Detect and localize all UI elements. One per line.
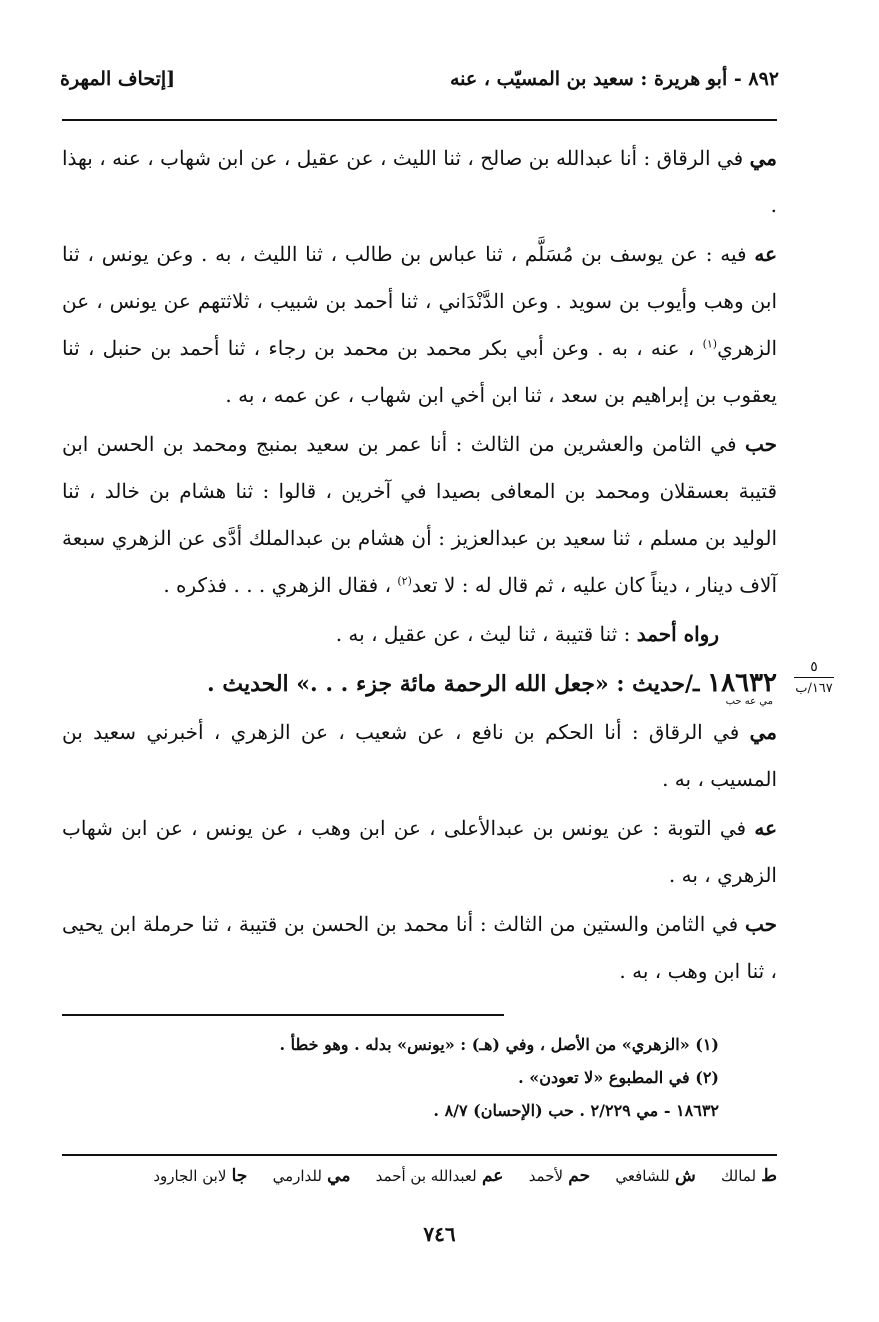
legend-item: [721, 1167, 777, 1185]
source-code: مي: [749, 146, 777, 170]
page-number: ٧٤٦: [423, 1222, 456, 1246]
legend-desc: لأحمد: [528, 1167, 564, 1185]
legend-code: ط: [761, 1166, 777, 1186]
footnote-item: ١٨٦٣٢ - مي ٢/٢٢٩ . حب (الإحسان) ٨/٧ .: [433, 1101, 719, 1120]
footnote-ref[interactable]: (٢): [397, 574, 412, 588]
paragraph-hb-2: [62, 901, 777, 995]
source-code: مي: [749, 720, 777, 744]
legend-desc: لمالك: [721, 1167, 757, 1185]
source-code: عه: [754, 816, 777, 840]
riwayah-text: : ثنا قتيبة ، ثنا ليث ، عن عقيل ، به .: [335, 622, 637, 646]
legend-code: مي: [327, 1166, 351, 1186]
legend-item: [529, 1167, 590, 1185]
paragraph-ah: [62, 231, 777, 419]
paragraph-text: في الرقاق : أنا عبدالله بن صالح ، ثنا الليث ، عن عقيل ، عن ابن شهاب ، عنه ، بهذا .: [62, 146, 777, 217]
footnotes: [62, 1028, 719, 1127]
legend-code: ش: [675, 1166, 696, 1186]
hadith-number: ١٨٦٣٢: [707, 668, 777, 698]
hadith-sub-sources: مي عه حب: [725, 696, 773, 707]
source-code: عه: [754, 242, 777, 266]
paragraph-mi-riqaq: [62, 135, 777, 229]
main-text: [62, 135, 777, 995]
hadith-title: ـ/حديث : «جعل الله الرحمة مائة جزء . . .» الحديث .: [207, 671, 708, 697]
legend-desc: لابن الجارود: [153, 1167, 227, 1185]
paragraph-text: فيه : عن يوسف بن مُسَلَّم ، ثنا عباس بن طالب ، ثنا الليث ، به . وعن يونس ، ثنا ابن وهب وأيوب بن سويد . وعن الدَّنْدَاني ، ثنا أحمد بن شبيب ، ثلاثتهم عن يونس ، عن الزهري: [62, 242, 777, 360]
paragraph-text-tail: ، عنه ، به . وعن أبي بكر محمد بن محمد بن رجاء ، ثنا أحمد بن حنبل ، ثنا يعقوب بن إبراهيم بن سعد ، ثنا ابن أخي ابن شهاب ، عن عمه ، به .: [62, 336, 777, 407]
header-rule: [62, 119, 777, 121]
running-header: [60, 62, 779, 102]
paragraph-text: في التوبة : عن يونس بن عبدالأعلى ، عن ابن وهب ، عن يونس ، عن ابن شهاب الزهري ، به .: [62, 816, 777, 887]
footnote-ref[interactable]: (١): [702, 337, 718, 351]
source-code: حب: [744, 912, 777, 936]
legend-code: جا: [231, 1166, 248, 1186]
paragraph-text-tail: ، فقال الزهري . . . فذكره .: [163, 573, 398, 597]
hadith-heading: [62, 658, 777, 707]
paragraph-hb: [62, 421, 777, 609]
source-code: حب: [744, 432, 777, 456]
paragraph-text: في الثامن والعشرين من الثالث : أنا عمر بن سعيد بمنبج ومحمد بن الحسن ابن قتيبة بعسقلان ومحمد بن المعافى بصيدا في آخرين ، قالوا : ثنا هشام بن خالد ، ثنا الوليد بن مسلم ، ثنا سعيد بن عبدالعزيز : أن هشام بن عبدالملك أدَّى عن الزهري سبعة آلاف دينار ، ديناً كان عليه ، ثم قال له : لا تعد: [62, 432, 777, 597]
margin-divider: [794, 677, 834, 678]
legend-rule: [62, 1154, 777, 1156]
footnote-item: (١) «الزهري» من الأصل ، وفي (هـ) : «يونس» بدله . وهو خطأ .: [279, 1035, 719, 1054]
margin-line-number: ٥: [810, 659, 818, 675]
riwayah-lead: رواه أحمد: [636, 622, 719, 646]
margin-folio-ref: ١٦٧/ب: [795, 681, 833, 696]
legend-desc: للدارمي: [272, 1167, 322, 1185]
paragraph-mi-riqaq-2: [62, 709, 777, 803]
header-book-title: [إتحاف المهرة: [60, 68, 176, 90]
legend-desc: لعبدالله بن أحمد: [375, 1167, 477, 1185]
margin-folio-note: [789, 660, 839, 697]
legend-desc: للشافعي: [615, 1167, 670, 1185]
legend-item: [273, 1167, 351, 1185]
paragraph-ah-tawbah: [62, 805, 777, 899]
header-title: ٨٩٢ - أبو هريرة : سعيد بن المسيّب ، عنه: [450, 68, 779, 90]
paragraph-text: في الثامن والستين من الثالث : أنا محمد بن الحسن بن قتيبة ، ثنا حرملة ابن يحيى ، ثنا ابن وهب ، به .: [62, 912, 777, 983]
paragraph-text: في الرقاق : أنا الحكم بن نافع ، عن شعيب ، عن الزهري ، أخبرني سعيد بن المسيب ، به .: [62, 720, 777, 791]
abbreviation-legend: [62, 1166, 777, 1196]
legend-item: [376, 1167, 504, 1185]
riwayah-line: [62, 611, 777, 658]
legend-code: عم: [481, 1166, 504, 1186]
footnote-rule: [62, 1014, 504, 1016]
footnote-item: (٢) في المطبوع «لا تعودن» .: [518, 1068, 719, 1087]
legend-code: حم: [568, 1166, 591, 1186]
legend-item: [153, 1167, 247, 1185]
legend-item: [615, 1167, 695, 1185]
